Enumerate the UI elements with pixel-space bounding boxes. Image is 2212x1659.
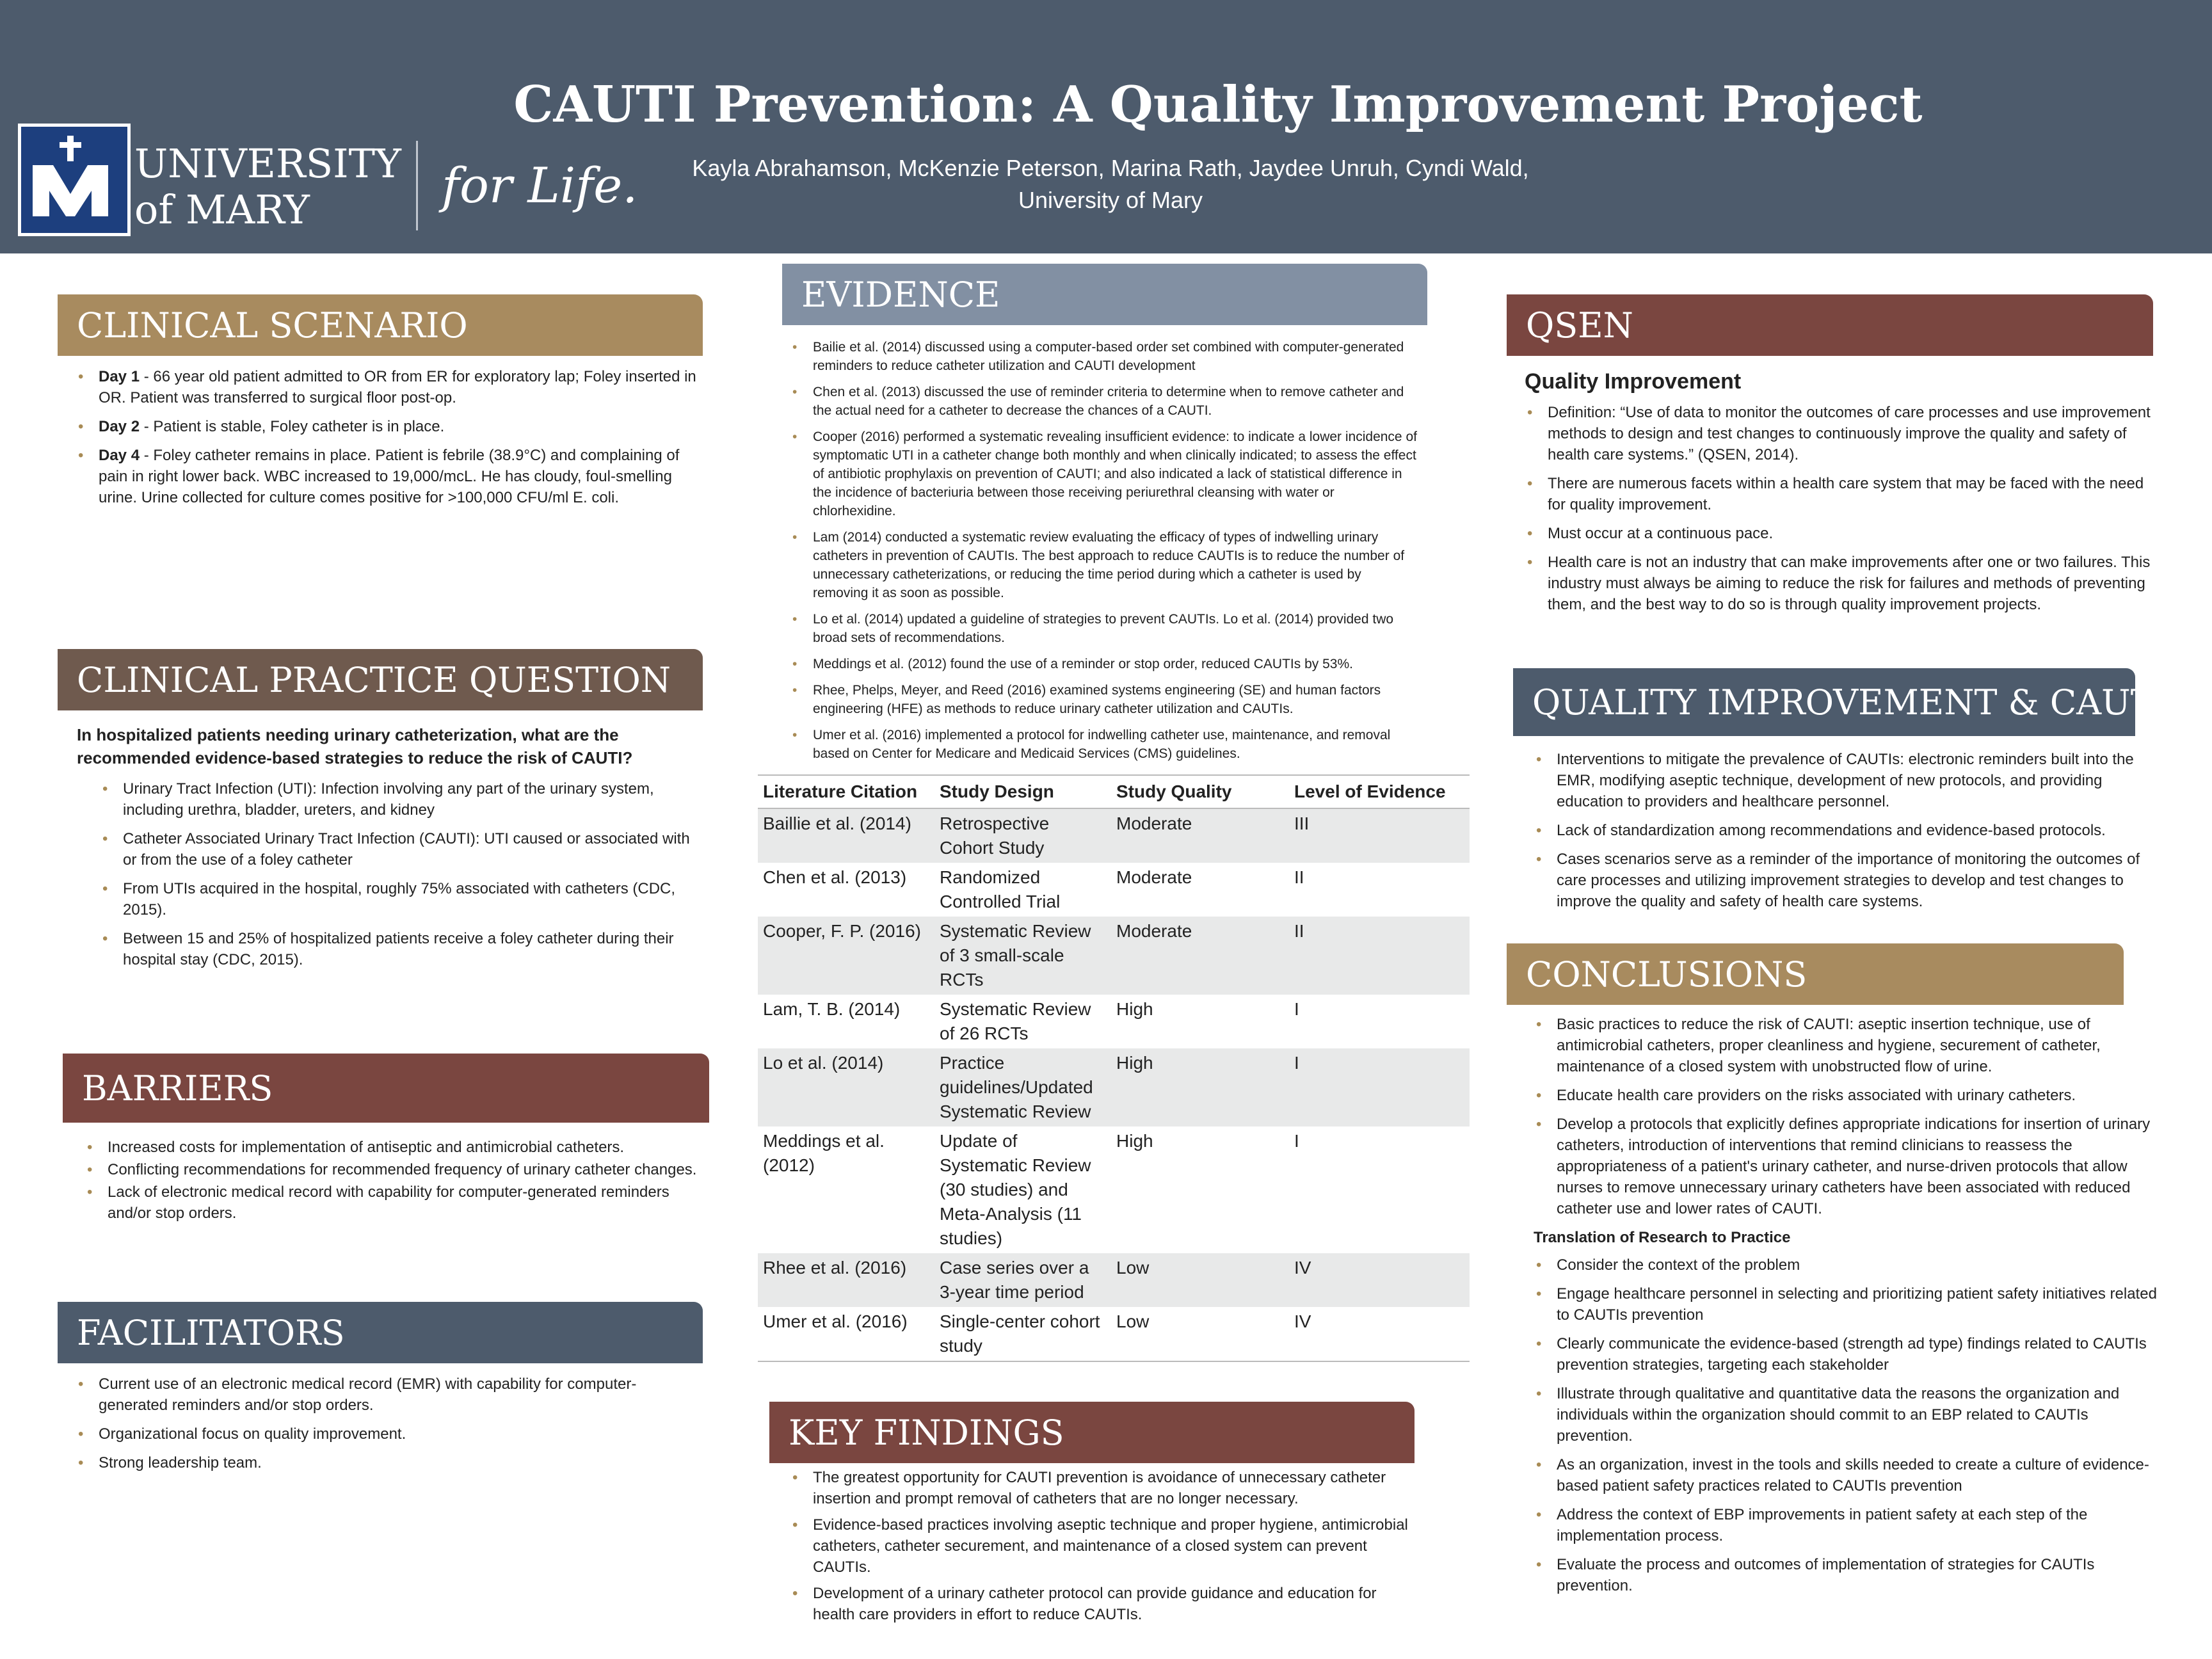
table-row (758, 863, 1470, 917)
table-cell: Practice guidelines/Updated Systematic Review (934, 1048, 1111, 1126)
column-header: Literature Citation (758, 776, 934, 808)
day-label: Day 1 (99, 368, 140, 385)
table-row (758, 917, 1470, 995)
evidence-table-wrapper (758, 774, 1470, 1362)
logo-line-1: UNIVERSITY (134, 140, 401, 187)
qi-cauti-bar (1513, 668, 2168, 736)
list-item (76, 366, 703, 408)
table-row (758, 1048, 1470, 1126)
translation-heading: Translation of Research to Practice (1534, 1229, 1791, 1246)
list-item: • Chen et al. (2013) discussed the use of reminder criteria to determine when to remove catheter and the actual need for a catheter to decrease the chances of a CAUTI. (790, 383, 1417, 420)
table-cell: High (1111, 1048, 1289, 1126)
column-header: Study Design (934, 776, 1111, 808)
table-cell: Moderate (1116, 867, 1192, 887)
table-cell: IV (1294, 1311, 1311, 1331)
facilitators-bar (58, 1302, 703, 1363)
table-cell: Systematic Review of 3 small-scale RCTs (934, 917, 1111, 995)
list-item: • Must occur at a continuous pace. (1525, 523, 2152, 544)
list-item: • Illustrate through qualitative and quantitative data the reasons the organization and individuals within the organization should commit to an EBP related to CAUTIs prevention. (1534, 1383, 2158, 1447)
list-item (76, 445, 703, 508)
barriers-body (84, 1137, 699, 1231)
table-cell: Lam, T. B. (2014) (763, 999, 901, 1019)
list-item: • Umer et al. (2016) implemented a protocol for indwelling catheter use, maintenance, and removal based on Center for Medicare and Medicaid Services (CMS) guidelines. (790, 726, 1417, 763)
list-item: • Engage healthcare personnel in selecting and prioritizing patient safety initiatives related to CAUTIs prevention (1534, 1283, 2158, 1326)
list-item: • Between 15 and 25% of hospitalized patients receive a foley catheter during their hospital stay (CDC, 2015). (100, 928, 704, 970)
day-text: - Patient is stable, Foley catheter is in place. (140, 418, 445, 435)
list-item: • Organizational focus on quality improvement. (76, 1423, 703, 1445)
list-item: • Rhee, Phelps, Meyer, and Reed (2016) examined systems engineering (SE) and human factors engineering (HFE) as methods to reduce urinary catheter utilization and CAUTIs. (790, 681, 1417, 718)
list-item: • Develop a protocols that explicitly defines appropriate indications for insertion of urinary catheters, introduction of interventions that remind clinicians to reassess the appropriateness of a patient's urinary catheter, and nurse-driven protocols that allow nurses to remove unnecessary urinary catheters have been associated with reduced catheter use and lower rates of CAUTI. (1534, 1114, 2158, 1219)
table-cell: Lo et al. (2014) (758, 1048, 934, 1126)
list-item: • Strong leadership team. (76, 1452, 703, 1473)
table-cell: Randomized Controlled Trial (940, 867, 1061, 911)
table-cell: Retrospective Cohort Study (934, 808, 1111, 863)
tagline: for Life. (442, 157, 638, 214)
list-item: • Address the context of EBP improvements in patient safety at each step of the implementation process. (1534, 1504, 2158, 1546)
day-label: Day 2 (99, 418, 140, 435)
practice-question-text: In hospitalized patients needing urinary catheterization, what are the recommended evidence-based strategies to reduce the risk of CAUTI? (77, 725, 633, 767)
table-cell: High (1116, 1131, 1153, 1151)
list-item: • Bailie et al. (2014) discussed using a computer-based order set combined with computer-generated reminders to reduce catheter utilization and CAUTI development (790, 338, 1417, 375)
key-findings-body (790, 1467, 1420, 1633)
table-cell: Cooper, F. P. (2016) (758, 917, 934, 995)
table-cell: II (1294, 867, 1304, 887)
key-findings-bar (769, 1402, 1415, 1463)
evidence-table (758, 776, 1470, 1361)
list-item: • Lack of standardization among recommendations and evidence-based protocols. (1534, 820, 2152, 841)
conclusions-body (1534, 1014, 2158, 1604)
table-cell: Rhee et al. (2016) (758, 1253, 934, 1307)
list-item: • Definition: “Use of data to monitor the outcomes of care processes and use improvement methods to design and test changes to continuously improve the quality and safety of health care systems.” (QSEN, 2014). (1525, 402, 2152, 465)
list-item: • Cooper (2016) performed a systematic revealing insufficient evidence: to indicate a lower incidence of symptomatic UTI in a catheter change both monthly and when clinically indicated; to assess the effect of antibiotic prophylaxis on prevention of CAUTI; and also indicated a lack of statistical difference in the incidence of bacteriuria between those receiving periurethral cleansing with water or chlorhexidine. (790, 428, 1417, 520)
conclusions-bar (1507, 943, 2124, 1005)
list-item: • Health care is not an industry that can make improvements after one or two failures. This industry must always be aiming to reduce the risk for failures and methods of preventing them, and the best way to do so is through quality improvement projects. (1525, 552, 2152, 615)
day-label: Day 4 (99, 447, 140, 464)
practice-question-bar (58, 649, 703, 710)
evidence-heading: EVIDENCE (801, 274, 1000, 315)
key-findings-heading: KEY FINDINGS (789, 1412, 1064, 1453)
list-item: • Cases scenarios serve as a reminder of the importance of monitoring the outcomes of care processes and utilizing improvement strategies to develop and test changes to improve the quality and safety of health care systems. (1534, 849, 2152, 912)
list-item: • Conflicting recommendations for recommended frequency of urinary catheter changes. (84, 1159, 699, 1180)
university-logo-text (134, 141, 401, 233)
day-text: - 66 year old patient admitted to OR from ER for exploratory lap; Foley inserted in OR. Patient was transferred to surgical floor post-op. (99, 368, 696, 406)
clinical-scenario-bar (58, 294, 703, 356)
column-header: Level of Evidence (1289, 776, 1470, 808)
table-row (758, 1126, 1470, 1253)
author-block (563, 152, 1658, 216)
authors: Kayla Abrahamson, McKenzie Peterson, Marina Rath, Jaydee Unruh, Cyndi Wald, (692, 155, 1529, 181)
conclusions-heading: CONCLUSIONS (1526, 954, 1807, 995)
poster-title: CAUTI Prevention: A Quality Improvement Project (513, 76, 1923, 134)
institution: University of Mary (1018, 187, 1203, 213)
list-item: • Urinary Tract Infection (UTI): Infection involving any part of the urinary system, including urethra, bladder, ureters, and kidney (100, 778, 704, 821)
list-item: • Evidence-based practices involving aseptic technique and proper hygiene, antimicrobial catheters, catheter securement, and maintenance of a closed system can prevent CAUTIs. (790, 1514, 1420, 1578)
evidence-bar (782, 264, 1427, 325)
table-cell: Low (1116, 1311, 1150, 1331)
table-cell: Moderate (1111, 917, 1289, 995)
qsen-subheading: Quality Improvement (1525, 369, 1742, 394)
list-item: • Consider the context of the problem (1534, 1254, 2158, 1276)
list-item: • Increased costs for implementation of antiseptic and antimicrobial catheters. (84, 1137, 699, 1158)
table-cell: High (1116, 999, 1153, 1019)
list-item: • Clearly communicate the evidence-based (strength ad type) findings related to CAUTIs prevention strategies, targeting each stakeholder (1534, 1333, 2158, 1375)
list-item (76, 416, 703, 437)
column-header: Study Quality (1111, 776, 1289, 808)
list-item: • There are numerous facets within a health care system that may be faced with the need for quality improvement. (1525, 473, 2152, 515)
list-item: • As an organization, invest in the tools and skills needed to create a culture of evidence-based patient safety practices related to CAUTIs prevention (1534, 1454, 2158, 1496)
qsen-body (1525, 367, 2152, 623)
list-item: • Educate health care providers on the risks associated with urinary catheters. (1534, 1085, 2158, 1106)
table-cell: Single-center cohort study (940, 1311, 1100, 1356)
list-item: • Meddings et al. (2012) found the use of a reminder or stop order, reduced CAUTIs by 53%. (790, 655, 1417, 673)
list-item: • Lam (2014) conducted a systematic review evaluating the efficacy of types of indwelling urinary catheters in prevention of CAUTIs. The best approach to reduce CAUTIs is to reduce the number of unnecessary catheterizations, or reducing the time period during which a catheter is used by removing it as soon as possible. (790, 528, 1417, 602)
table-cell: Baillie et al. (2014) (758, 808, 934, 863)
practice-question-heading: CLINICAL PRACTICE QUESTION (77, 659, 671, 700)
list-item: • Basic practices to reduce the risk of CAUTI: aseptic insertion technique, use of antimicrobial catheters, proper cleanliness and hygiene, securement of catheter, maintenance of a closed system with unobstructed flow of urine. (1534, 1014, 2158, 1077)
table-cell: Chen et al. (2013) (763, 867, 907, 887)
qsen-bar (1507, 294, 2153, 356)
practice-question-body (77, 723, 704, 978)
day-text: - Foley catheter remains in place. Patient is febrile (38.9°C) and complaining of pain in right lower back. WBC increased to 19,000/mcL. He has cloudy, foul-smelling urine. Urine collected for culture comes positive for >100,000 CFU/ml E. coli. (99, 447, 680, 506)
table-cell: IV (1289, 1253, 1470, 1307)
table-row (758, 995, 1470, 1048)
list-item: • Interventions to mitigate the prevalence of CAUTIs: electronic reminders built into the EMR, modifying aseptic technique, development of new protocols, and providing education to providers and healthcare personnel. (1534, 749, 2152, 812)
table-cell: Systematic Review of 26 RCTs (940, 999, 1091, 1043)
table-cell: Moderate (1111, 808, 1289, 863)
table-row (758, 808, 1470, 863)
barriers-bar (63, 1054, 709, 1123)
evidence-body (790, 338, 1417, 771)
list-item: • Lo et al. (2014) updated a guideline of strategies to prevent CAUTIs. Lo et al. (2014) provided two broad sets of recommendations. (790, 610, 1417, 647)
facilitators-body (76, 1374, 703, 1481)
university-logo-icon (18, 124, 131, 236)
table-cell: I (1289, 1048, 1470, 1126)
list-item: • Development of a urinary catheter protocol can provide guidance and education for health care providers in effort to reduce CAUTIs. (790, 1583, 1420, 1625)
table-cell: Umer et al. (2016) (763, 1311, 908, 1331)
list-item: • Current use of an electronic medical record (EMR) with capability for computer-generated reminders and/or stop orders. (76, 1374, 703, 1416)
clinical-scenario-heading: CLINICAL SCENARIO (77, 305, 468, 346)
qi-cauti-body (1534, 749, 2152, 920)
clinical-scenario-body (76, 366, 703, 516)
list-item: • From UTIs acquired in the hospital, roughly 75% associated with catheters (CDC, 2015). (100, 878, 704, 920)
barriers-heading: BARRIERS (82, 1068, 273, 1109)
table-row (758, 1307, 1470, 1361)
list-item: • Evaluate the process and outcomes of implementation of strategies for CAUTIs prevention. (1534, 1554, 2158, 1596)
table-cell: Low (1111, 1253, 1289, 1307)
table-cell: I (1294, 1131, 1299, 1151)
table-row (758, 1253, 1470, 1307)
list-item: • The greatest opportunity for CAUTI prevention is avoidance of unnecessary catheter insertion and prompt removal of catheters that are no longer necessary. (790, 1467, 1420, 1509)
table-header-row (758, 776, 1470, 808)
logo-divider (416, 141, 418, 230)
list-item: • Lack of electronic medical record with capability for computer-generated reminders and/or stop orders. (84, 1182, 699, 1224)
logo-line-2: of MARY (134, 186, 310, 233)
list-item: • Catheter Associated Urinary Tract Infection (CAUTI): UTI caused or associated with or from the use of a foley catheter (100, 828, 704, 870)
table-cell: Update of Systematic Review (30 studies) and Meta-Analysis (11 studies) (940, 1131, 1091, 1248)
table-cell: Case series over a 3-year time period (934, 1253, 1111, 1307)
table-cell: I (1294, 999, 1299, 1019)
qi-cauti-heading: QUALITY IMPROVEMENT & CAUTI (1532, 682, 2168, 723)
facilitators-heading: FACILITATORS (77, 1312, 345, 1353)
table-cell: II (1289, 917, 1470, 995)
qsen-heading: QSEN (1526, 305, 1633, 346)
table-cell: III (1289, 808, 1470, 863)
table-cell: Meddings et al. (2012) (763, 1131, 885, 1175)
